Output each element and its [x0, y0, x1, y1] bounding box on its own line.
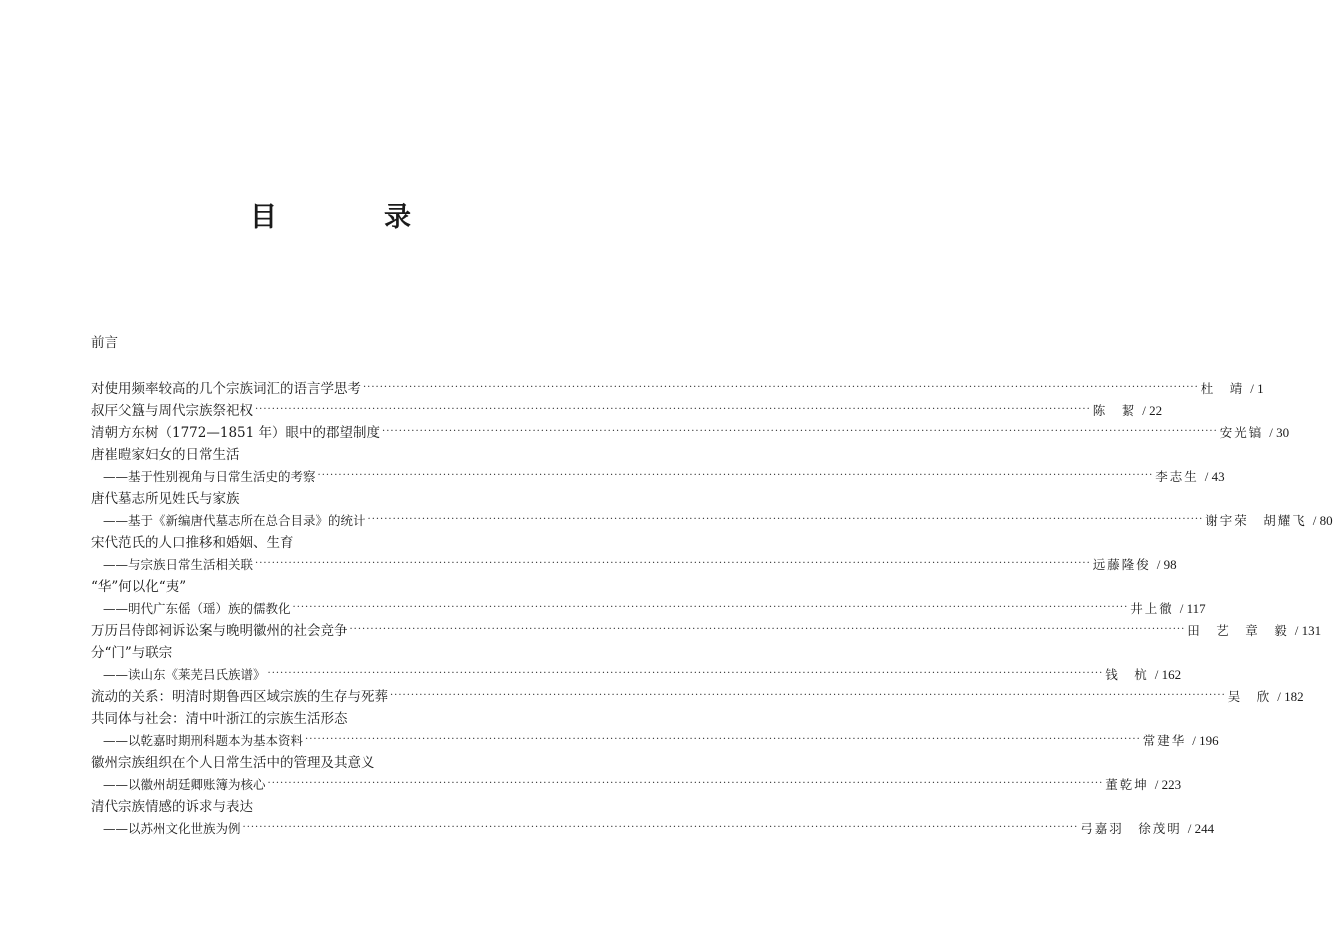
toc-entry-row[interactable] [91, 618, 1322, 640]
toc-title: 宋代范氏的人口推移和婚姻、生育 [91, 535, 294, 551]
toc-entry-row [91, 794, 580, 816]
toc-entry-row[interactable] [91, 398, 1163, 420]
toc-entry-row [91, 442, 580, 464]
toc-author: 安光镐 [1219, 425, 1264, 440]
toc-entry-row[interactable] [91, 684, 1304, 706]
toc-subtitle: ——基于《新编唐代墓志所在总合目录》的统计 [103, 513, 366, 528]
dot-leader: ········································································································································································································ [255, 404, 1091, 415]
toc-subtitle: ——明代广东傜（瑶）族的儒教化 [103, 601, 291, 616]
toc-subtitle: ——与宗族日常生活相关联 [103, 557, 254, 572]
toc-author: 钱 杭 [1105, 667, 1149, 682]
toc-page-number[interactable]: / 117 [1179, 601, 1206, 616]
toc-subtitle: ——基于性别视角与日常生活史的考察 [103, 469, 316, 484]
toc-author: 董乾坤 [1105, 777, 1149, 792]
toc-page-number[interactable]: / 80 [1312, 513, 1333, 528]
dot-leader: ········································································································································································································ [305, 734, 1141, 745]
toc-author: 弓嘉羽 徐茂明 [1080, 821, 1182, 836]
toc-page-number[interactable]: / 196 [1192, 733, 1219, 748]
toc-page-number[interactable]: / 43 [1204, 469, 1225, 484]
toc-author: 谢宇荣 胡耀飞 [1205, 513, 1307, 528]
toc-title: 叔厈父簋与周代宗族祭祀权 [91, 403, 253, 419]
toc-title: 分“门”与联宗 [91, 645, 173, 661]
toc-subtitle-row[interactable] [91, 816, 1215, 838]
toc-entry-row [91, 640, 580, 662]
toc-title: 流动的关系：明清时期鲁西区域宗族的生存与死葬 [91, 689, 388, 705]
toc-title: 清朝方东树（1772—1851 年）眼中的郡望制度 [91, 425, 381, 441]
dot-leader: ········································································································································································································ [349, 624, 1186, 635]
toc-page-number[interactable]: / 182 [1277, 689, 1304, 704]
toc-subtitle-row[interactable] [91, 464, 1225, 486]
toc-page-number[interactable]: / 162 [1154, 667, 1182, 682]
toc-page-number[interactable]: / 22 [1142, 403, 1163, 418]
dot-leader: ········································································································································································································ [242, 822, 1079, 833]
dot-leader: ········································································································································································································ [363, 382, 1199, 393]
dot-leader: ········································································································································································································ [390, 690, 1226, 701]
toc-title: 对使用频率较高的几个宗族词汇的语言学思考 [91, 381, 361, 397]
toc-subtitle-row[interactable] [91, 662, 1182, 684]
toc-author: 远藤隆俊 [1092, 557, 1151, 572]
toc-entry-row [91, 750, 580, 772]
toc-entry-row [91, 574, 580, 596]
toc-entry-row [91, 486, 580, 508]
toc-subtitle-row[interactable] [91, 552, 1177, 574]
dot-leader: ········································································································································································································ [317, 470, 1154, 481]
toc-author: 常建华 [1142, 733, 1187, 748]
toc-title: “华”何以化“夷” [91, 579, 187, 595]
toc-page-number[interactable]: / 30 [1269, 425, 1290, 440]
dot-leader: ········································································································································································································ [292, 602, 1129, 613]
toc-title: 唐崔暟家妇女的日常生活 [91, 447, 240, 463]
dot-leader: ········································································································································································································ [267, 668, 1104, 679]
toc-page-number[interactable]: / 244 [1187, 821, 1215, 836]
dot-leader: ········································································································································································································ [255, 558, 1091, 569]
toc-page-number[interactable]: / 98 [1156, 557, 1177, 572]
toc-subtitle-row[interactable] [91, 508, 1333, 530]
toc-author: 陈 絜 [1092, 403, 1137, 418]
toc-entry-row[interactable] [91, 376, 1264, 398]
toc-subtitle: ——以苏州文化世族为例 [103, 821, 241, 836]
dot-leader: ········································································································································································································ [267, 778, 1104, 789]
toc-entry-row[interactable] [91, 420, 1290, 442]
toc-author: 杜 靖 [1200, 381, 1245, 396]
toc-subtitle: ——以徽州胡廷卿账簿为核心 [103, 777, 266, 792]
toc-title: 徽州宗族组织在个人日常生活中的管理及其意义 [91, 755, 375, 771]
toc-subtitle: ——读山东《莱芜吕氏族谱》 [103, 667, 266, 682]
toc-author: 田 艺 章 毅 [1187, 623, 1289, 638]
toc-title: 共同体与社会：清中叶浙江的宗族生活形态 [91, 711, 348, 727]
toc-subtitle-row[interactable] [91, 772, 1182, 794]
toc-page-number[interactable]: / 223 [1154, 777, 1182, 792]
toc-title: 唐代墓志所见姓氏与家族 [91, 491, 240, 507]
toc-entry-row [91, 530, 580, 552]
toc-entry-row [91, 706, 580, 728]
toc-subtitle-row[interactable] [91, 728, 1219, 750]
dot-leader: ········································································································································································································ [382, 426, 1218, 437]
toc-subtitle: ——以乾嘉时期刑科题本为基本资料 [103, 733, 304, 748]
toc-page-number[interactable]: / 1 [1250, 381, 1264, 396]
page-title: 目 录 [250, 202, 451, 233]
toc-author: 李志生 [1155, 469, 1199, 484]
toc-title: 清代宗族情感的诉求与表达 [91, 799, 253, 815]
table-of-contents [91, 376, 1333, 838]
dot-leader: ········································································································································································································ [367, 514, 1204, 525]
toc-page-number[interactable]: / 131 [1294, 623, 1322, 638]
toc-author: 吴 欣 [1227, 689, 1272, 704]
toc-author: 井上徹 [1130, 601, 1174, 616]
preface-heading[interactable]: 前言 [91, 335, 118, 351]
toc-subtitle-row[interactable] [91, 596, 1206, 618]
toc-title: 万历吕侍郎祠诉讼案与晚明徽州的社会竞争 [91, 623, 348, 639]
